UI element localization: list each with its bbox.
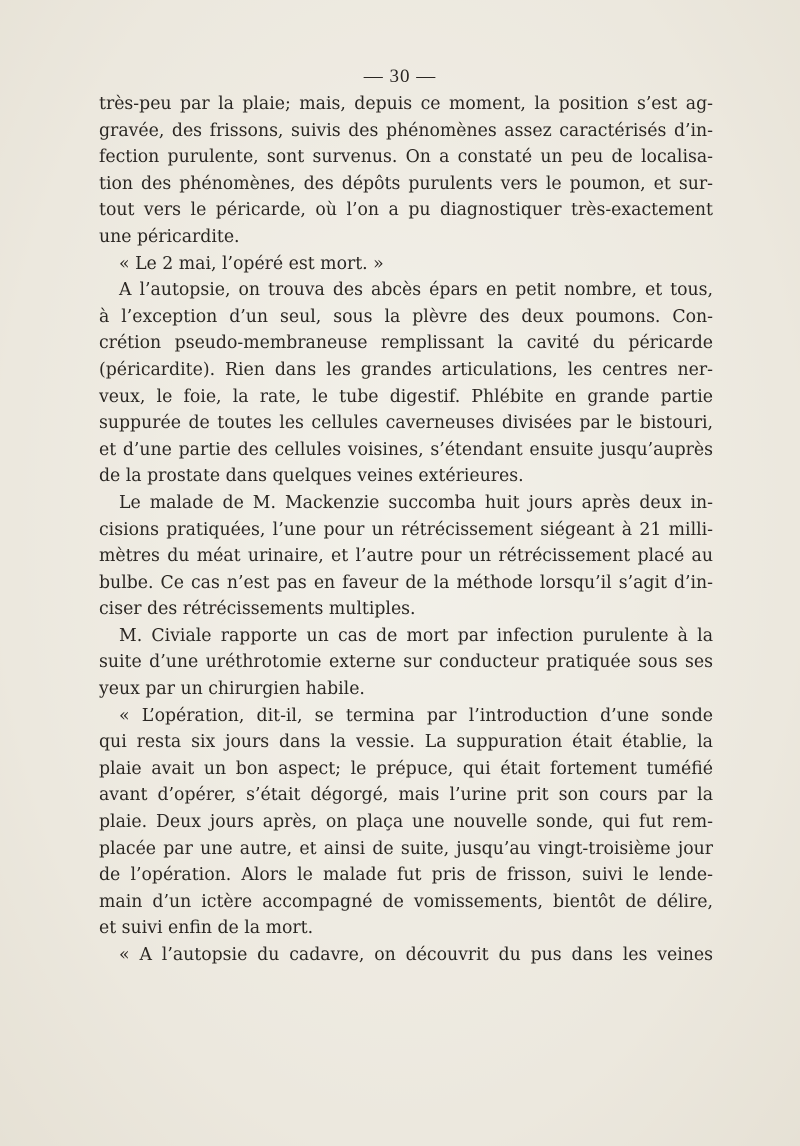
text-line: M. Civiale rapporte un cas de mort par infection purulente à la [119,625,713,646]
text-line: placée par une autre, et ainsi de suite, jusqu’au vingt-troisième jour [99,838,713,859]
text-line: Le malade de M. Mackenzie succomba huit jours après deux in- [119,492,713,513]
text-line: tout vers le péricarde, où l’on a pu diagnostiquer très-exactement [99,200,713,221]
text-line: mètres du méat urinaire, et l’autre pour un rétrécissement placé au [99,546,713,567]
text-line: à l’exception d’un seul, sous la plèvre des deux poumons. Con- [99,306,713,327]
text-line: cisions pratiquées, l’une pour un rétrécissement siégeant à 21 milli- [99,519,713,540]
text-line: de la prostate dans quelques veines extérieures. [99,466,524,487]
text-line: bulbe. Ce cas n’est pas en faveur de la méthode lorsqu’il s’agit d’in- [99,572,713,593]
text-line: « L’opération, dit-il, se termina par l’introduction d’une sonde [119,705,713,726]
text-line: veux, le foie, la rate, le tube digestif. Phlébite en grande partie [99,386,713,407]
body-text [99,91,713,969]
text-line: tion des phénomènes, des dépôts purulents vers le poumon, et sur- [99,173,713,194]
text-line: plaie avait un bon aspect; le prépuce, qui était fortement tuméfié [99,758,713,779]
text-line: et d’une partie des cellules voisines, s’étendant ensuite jusqu’auprès [99,439,713,460]
text-line: de l’opération. Alors le malade fut pris de frisson, suivi le lende- [99,865,713,886]
text-line: yeux par un chirurgien habile. [99,679,365,700]
text-line: plaie. Deux jours après, on plaça une nouvelle sonde, qui fut rem- [99,812,713,833]
text-line: main d’un ictère accompagné de vomissements, bientôt de délire, [99,891,713,912]
text-line: ciser des rétrécissements multiples. [99,599,416,620]
text-line: une péricardite. [99,226,240,247]
page-number: — 30 — [363,66,437,87]
text-line: A l’autopsie, on trouva des abcès épars en petit nombre, et tous, [119,280,713,301]
text-line: qui resta six jours dans la vessie. La suppuration était établie, la [99,732,713,753]
text-line: suite d’une uréthrotomie externe sur conducteur pratiquée sous ses [99,652,713,673]
text-line: crétion pseudo-membraneuse remplissant la cavité du péricarde [99,333,713,354]
text-line: gravée, des frissons, suivis des phénomènes assez caractérisés d’in- [99,120,713,141]
text-line: fection purulente, sont survenus. On a constaté un peu de localisa- [99,147,713,168]
text-line: avant d’opérer, s’était dégorgé, mais l’urine prit son cours par la [99,785,713,806]
text-line: « A l’autopsie du cadavre, on découvrit du pus dans les veines [119,945,713,965]
text-line: (péricardite). Rien dans les grandes articulations, les centres ner- [99,359,713,380]
text-line: très-peu par la plaie; mais, depuis ce moment, la position s’est ag- [99,94,713,114]
text-line: suppurée de toutes les cellules caverneuses divisées par le bistouri, [99,413,713,434]
text-line: « Le 2 mai, l’opéré est mort. » [119,253,384,274]
text-line: et suivi enfin de la mort. [99,918,314,939]
